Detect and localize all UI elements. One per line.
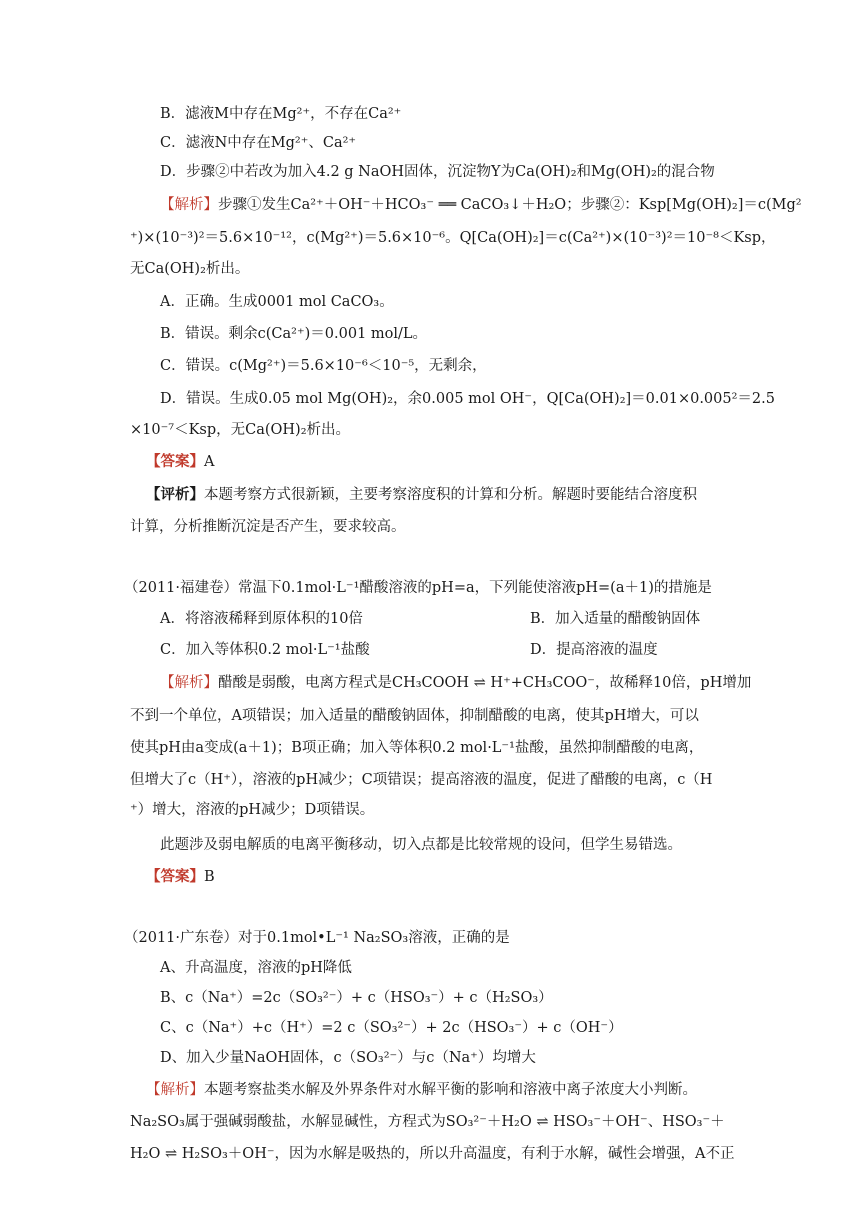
q2-analysis-line-5: ⁺）增大，溶液的pH减少；D项错误。	[130, 802, 375, 818]
option-d: D．步骤②中若改为加入4.2 g NaOH固体，沉淀物Y为Ca(OH)₂和Mg(OH)₂的混合物	[160, 164, 715, 180]
question-guangdong: （2011·广东卷）对于0.1mol•L⁻¹ Na₂SO₃溶液，正确的是	[124, 930, 510, 946]
answer-value: A	[204, 454, 215, 470]
q3-analysis-line-1	[146, 1080, 697, 1100]
comment-line-2: 计算，分析推断沉淀是否产生，要求较高。	[130, 519, 406, 535]
q3-analysis-text: 本题考察盐类水解及外界条件对水解平衡的影响和溶液中离子浓度大小判断。	[204, 1082, 697, 1098]
comment-line-1	[146, 485, 697, 505]
option-b: B．滤液M中存在Mg²⁺，不存在Ca²⁺	[160, 106, 402, 122]
analysis-line-1	[160, 195, 802, 215]
q2-option-a: A．将溶液稀释到原体积的10倍	[160, 611, 363, 627]
explain-b: B．错误。剩余c(Ca²⁺)＝0.001 mol/L。	[160, 326, 428, 342]
q2-option-b: B．加入适量的醋酸钠固体	[530, 611, 701, 627]
q3-option-d: D、加入少量NaOH固体，c（SO₃²⁻）与c（Na⁺）均增大	[160, 1050, 536, 1066]
q2-option-c: C．加入等体积0.2 mol·L⁻¹盐酸	[160, 642, 370, 658]
q2-note: 此题涉及弱电解质的电离平衡移动，切入点都是比较常规的设问，但学生易错选。	[160, 837, 682, 853]
option-c: C．滤液N中存在Mg²⁺、Ca²⁺	[160, 135, 357, 151]
q3-analysis-tag: 【解析】	[146, 1082, 204, 1098]
q2-answer-value: B	[204, 869, 215, 885]
q3-analysis-line-2: Na₂SO₃属于强碱弱酸盐，水解显碱性，方程式为SO₃²⁻＋H₂O ⇌ HSO₃⁻＋OH⁻、HSO₃⁻＋	[130, 1114, 725, 1130]
q2-analysis-line-1	[160, 673, 751, 693]
explain-d-cont: ×10⁻⁷＜Ksp，无Ca(OH)₂析出。	[130, 422, 351, 438]
analysis-tag: 【解析】	[160, 197, 218, 213]
q3-option-b: B、c（Na⁺）=2c（SO₃²⁻）+ c（HSO₃⁻）+ c（H₂SO₃）	[160, 990, 553, 1006]
question-fujian: （2011·福建卷）常温下0.1mol·L⁻¹醋酸溶液的pH=a，下列能使溶液pH=(a＋1)的措施是	[124, 580, 712, 596]
q2-analysis-text: 醋酸是弱酸，电离方程式是CH₃COOH ⇌ H⁺+CH₃COO⁻，故稀释10倍，pH增加	[218, 675, 752, 691]
comment-text: 本题考察方式很新颖，主要考察溶度积的计算和分析。解题时要能结合溶度积	[204, 487, 697, 503]
q2-analysis-line-2: 不到一个单位，A项错误；加入适量的醋酸钠固体，抑制醋酸的电离，使其pH增大，可以	[130, 708, 699, 724]
q2-option-d: D．提高溶液的温度	[530, 642, 658, 658]
q3-option-c: C、c（Na⁺）+c（H⁺）=2 c（SO₃²⁻）+ 2c（HSO₃⁻）+ c（OH⁻）	[160, 1020, 623, 1036]
explain-c: C．错误。c(Mg²⁺)＝5.6×10⁻⁶＜10⁻⁵，无剩余，	[160, 358, 487, 374]
q3-analysis-line-3: H₂O ⇌ H₂SO₃＋OH⁻，因为水解是吸热的，所以升高温度，有利于水解，碱性会增强，A不正	[130, 1146, 735, 1162]
explain-d: D．错误。生成0.05 mol Mg(OH)₂，余0.005 mol OH⁻，Q[Ca(OH)₂]＝0.01×0.005²＝2.5	[160, 391, 775, 407]
q2-answer-tag: 【答案】	[146, 868, 204, 885]
comment-tag: 【评析】	[146, 486, 204, 503]
explain-a: A．正确。生成0001 mol CaCO₃。	[160, 294, 394, 310]
q2-analysis-line-3: 使其pH由a变成(a＋1)；B项正确；加入等体积0.2 mol·L⁻¹盐酸，虽然抑制醋酸的电离，	[130, 740, 704, 756]
analysis-line-3: 无Ca(OH)₂析出。	[130, 261, 250, 277]
answer-tag: 【答案】	[146, 453, 204, 470]
q3-option-a: A、升高温度，溶液的pH降低	[160, 960, 352, 976]
q2-analysis-line-4: 但增大了c（H⁺），溶液的pH减少；C项错误；提高溶液的温度，促进了醋酸的电离，c（H	[130, 772, 713, 788]
analysis-text: 步骤①发生Ca²⁺＋OH⁻＋HCO₃⁻ ══ CaCO₃↓＋H₂O；步骤②：Ksp[Mg(OH)₂]＝c(Mg²	[218, 197, 802, 213]
answer-line-1	[146, 452, 214, 472]
q2-answer-line	[146, 867, 215, 887]
analysis-line-2: ⁺)×(10⁻³)²＝5.6×10⁻¹²，c(Mg²⁺)＝5.6×10⁻⁶。Q[Ca(OH)₂]＝c(Ca²⁺)×(10⁻³)²＝10⁻⁸＜Ksp，	[130, 230, 776, 246]
q2-analysis-tag: 【解析】	[160, 675, 218, 691]
